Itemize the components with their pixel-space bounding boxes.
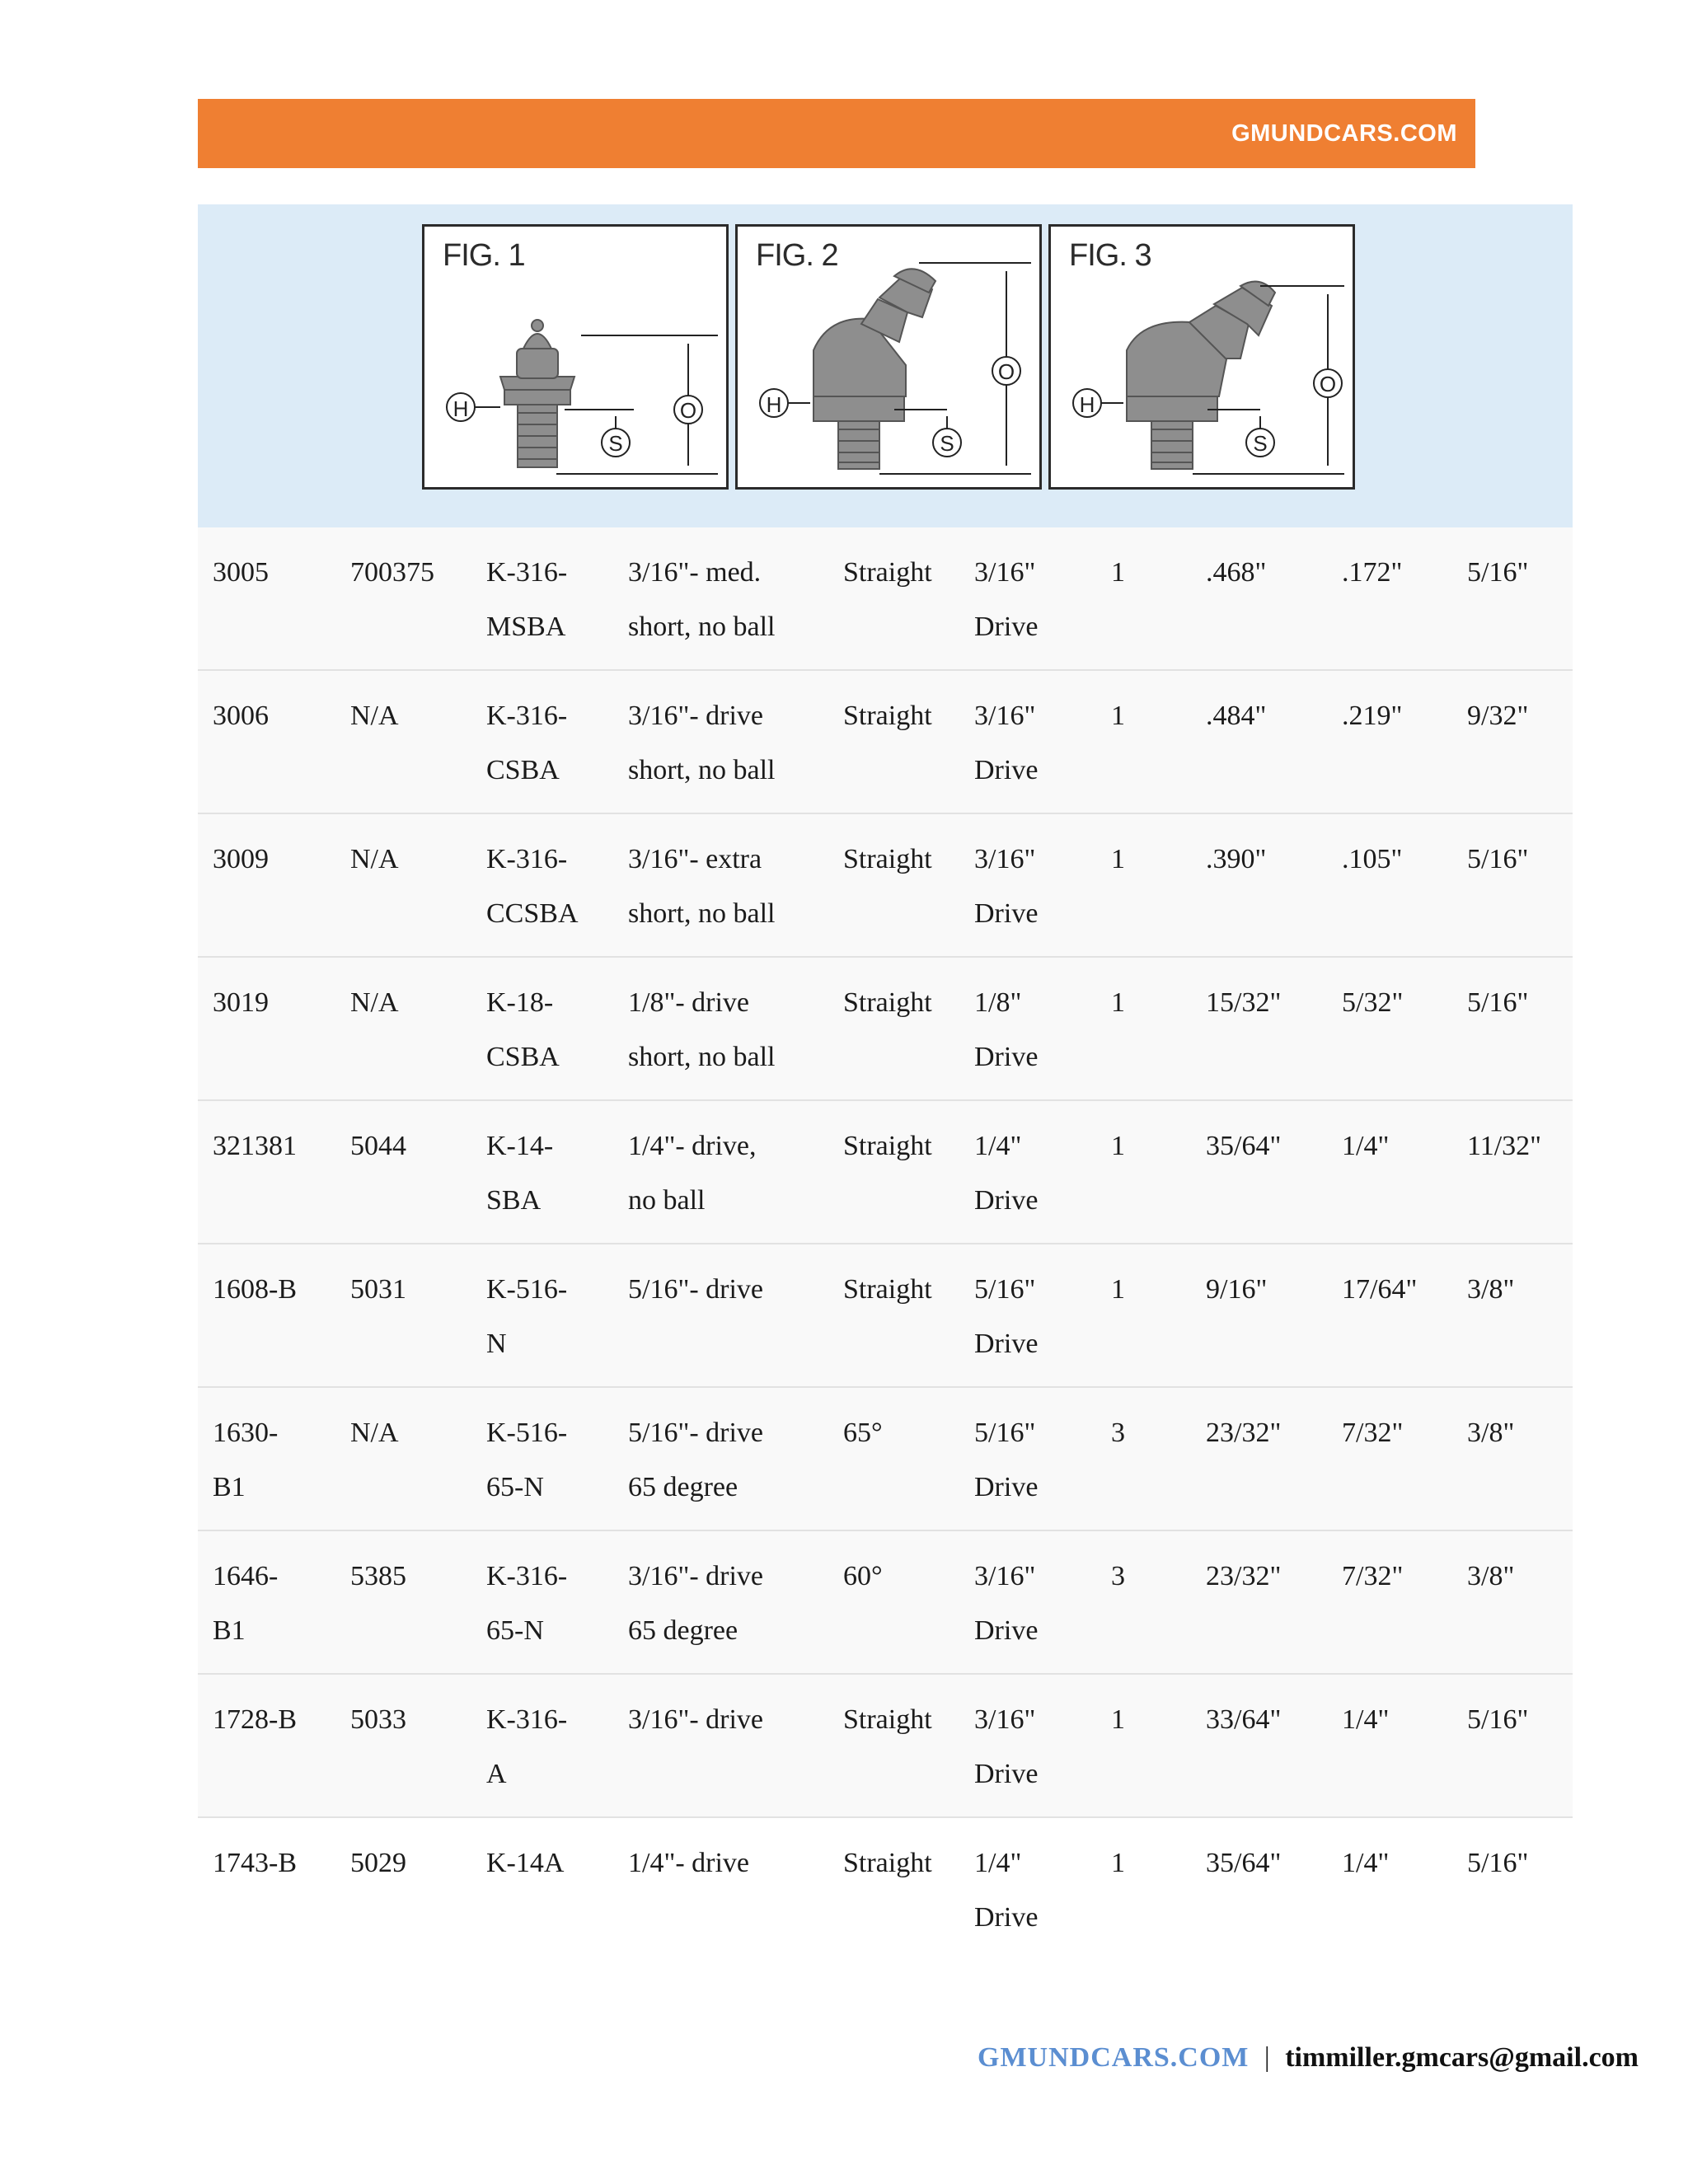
cell-text: Drive — [974, 1185, 1039, 1216]
cell-text: N/A — [350, 844, 399, 874]
cell-text: 3 — [1111, 1418, 1125, 1448]
cell-text: 1743-B — [213, 1848, 297, 1878]
figure-1-title: FIG. 1 — [443, 238, 525, 273]
cell-text: .172" — [1342, 557, 1403, 588]
header-brand: GMUNDCARS.COM — [1231, 120, 1457, 147]
cell-text: 1 — [1111, 1274, 1125, 1305]
cell-text: Straight — [843, 1274, 932, 1305]
cell-text: .390" — [1206, 844, 1267, 874]
table-cell — [843, 1836, 967, 1891]
table-row — [198, 1101, 1573, 1244]
footer-email[interactable]: timmiller.gmcars@gmail.com — [1285, 2042, 1639, 2073]
cell-text: 5033 — [350, 1704, 406, 1735]
cell-text: K-316- — [486, 557, 568, 588]
table-cell — [843, 976, 967, 1030]
table-cell — [628, 832, 834, 941]
cell-text: 15/32" — [1206, 987, 1282, 1018]
cell-text: 3/16" — [974, 1704, 1036, 1735]
cell-text: N/A — [350, 987, 399, 1018]
cell-text: 65 degree — [628, 1472, 738, 1502]
cell-text: K-14A — [486, 1848, 565, 1878]
cell-text: N/A — [350, 1418, 399, 1448]
table-cell — [843, 1119, 967, 1174]
cell-text: B1 — [213, 1615, 246, 1646]
table-row — [198, 958, 1573, 1101]
table-cell — [843, 1263, 967, 1317]
cell-text: Drive — [974, 1042, 1039, 1072]
table-cell — [350, 1119, 482, 1174]
cell-text: 5/16" — [1467, 1848, 1529, 1878]
table-cell — [974, 689, 1098, 798]
shank-label: S — [1253, 431, 1268, 456]
cell-text: 60° — [843, 1561, 883, 1591]
table-cell — [974, 1263, 1098, 1371]
cell-text: .105" — [1342, 844, 1403, 874]
table-row — [198, 1244, 1573, 1388]
table-cell — [486, 1406, 626, 1515]
cell-text: Drive — [974, 612, 1039, 642]
footer — [978, 2037, 1639, 2079]
table-cell — [1206, 832, 1338, 887]
table-cell — [628, 1836, 834, 1891]
cell-text: K-316- — [486, 701, 568, 731]
table-cell — [350, 1836, 482, 1891]
table-cell — [974, 1693, 1098, 1802]
cell-text: 321381 — [213, 1131, 297, 1161]
cell-text: Straight — [843, 844, 932, 874]
cell-text: 5/32" — [1342, 987, 1404, 1018]
cell-text: Drive — [974, 1329, 1039, 1359]
table-cell — [1206, 689, 1338, 743]
shank-label: S — [608, 431, 623, 456]
table-cell — [1467, 1119, 1573, 1174]
cell-text: Straight — [843, 1704, 932, 1735]
table-cell — [350, 832, 482, 887]
cell-text: 65° — [843, 1418, 883, 1448]
cell-text: 5031 — [350, 1274, 406, 1305]
cell-text: 3/8" — [1467, 1274, 1515, 1305]
cell-text: 5/16" — [1467, 1704, 1529, 1735]
cell-text: 35/64" — [1206, 1848, 1282, 1878]
cell-text: 3019 — [213, 987, 269, 1018]
cell-text: 1/8"- drive — [628, 987, 750, 1018]
table-cell — [486, 546, 626, 654]
table-cell — [628, 1693, 834, 1747]
cell-text: 1/4" — [1342, 1131, 1390, 1161]
cell-text: 1/8" — [974, 987, 1022, 1018]
table-cell — [350, 1549, 482, 1604]
cell-text: 5/16" — [974, 1274, 1036, 1305]
table-cell — [1206, 1549, 1338, 1604]
table-cell — [843, 1406, 967, 1460]
figure-3-title: FIG. 3 — [1069, 238, 1151, 273]
table-cell — [974, 1549, 1098, 1658]
table-cell — [213, 976, 345, 1030]
cell-text: K-18- — [486, 987, 554, 1018]
table-cell — [213, 1549, 345, 1658]
table-cell — [1342, 1836, 1465, 1891]
cell-text: 1/4" — [974, 1848, 1022, 1878]
cell-text: 3/16" — [974, 1561, 1036, 1591]
table-cell — [1111, 689, 1160, 743]
table-cell — [350, 976, 482, 1030]
cell-text: short, no ball — [628, 612, 776, 642]
table-cell — [1342, 546, 1465, 600]
overall-label: O — [997, 359, 1015, 384]
cell-text: 33/64" — [1206, 1704, 1282, 1735]
cell-text: 3009 — [213, 844, 269, 874]
cell-text: 23/32" — [1206, 1418, 1282, 1448]
cell-text: 3/16" — [974, 557, 1036, 588]
cell-text: 3006 — [213, 701, 269, 731]
cell-text: CCSBA — [486, 898, 579, 929]
cell-text: N — [486, 1329, 507, 1359]
cell-text: .468" — [1206, 557, 1267, 588]
cell-text: 1/4" — [974, 1131, 1022, 1161]
table-cell — [1111, 976, 1160, 1030]
table-cell — [1342, 832, 1465, 887]
cell-text: 1630- — [213, 1418, 279, 1448]
height-label: H — [766, 392, 782, 417]
cell-text: 1608-B — [213, 1274, 297, 1305]
cell-text: N/A — [350, 701, 399, 731]
figure-band — [198, 204, 1573, 527]
cell-text: .219" — [1342, 701, 1403, 731]
cell-text: 1 — [1111, 1848, 1125, 1878]
table-cell — [1467, 689, 1573, 743]
table-cell — [350, 1693, 482, 1747]
cell-text: Straight — [843, 1131, 932, 1161]
cell-text: K-14- — [486, 1131, 554, 1161]
table-cell — [628, 1263, 834, 1317]
grease-fitting-angled-icon — [1051, 227, 1353, 487]
table-cell — [213, 1836, 345, 1891]
cell-text: 3/16"- drive — [628, 1704, 764, 1735]
table-cell — [1111, 1263, 1160, 1317]
table-cell — [1206, 1119, 1338, 1174]
footer-site-link[interactable]: GMUNDCARS.COM — [978, 2042, 1250, 2073]
table-cell — [1111, 1119, 1160, 1174]
cell-text: short, no ball — [628, 755, 776, 785]
cell-text: 5/16"- drive — [628, 1418, 764, 1448]
cell-text: Drive — [974, 1472, 1039, 1502]
table-cell — [628, 976, 834, 1085]
cell-text: 3/8" — [1467, 1561, 1515, 1591]
table-cell — [1342, 976, 1465, 1030]
table-cell — [1342, 1119, 1465, 1174]
table-cell — [1206, 1836, 1338, 1891]
cell-text: 65 degree — [628, 1615, 738, 1646]
table-cell — [486, 1836, 626, 1891]
table-cell — [1467, 1263, 1573, 1317]
cell-text: 3/8" — [1467, 1418, 1515, 1448]
cell-text: no ball — [628, 1185, 706, 1216]
table-cell — [1467, 546, 1573, 600]
table-cell — [1206, 1693, 1338, 1747]
shank-label: S — [940, 431, 954, 456]
table-cell — [1111, 1693, 1160, 1747]
cell-text: Straight — [843, 1848, 932, 1878]
footer-separator: | — [1264, 2042, 1270, 2073]
table-cell — [628, 1119, 834, 1228]
cell-text: 5/16" — [1467, 844, 1529, 874]
table-cell — [1111, 832, 1160, 887]
table-cell — [1467, 976, 1573, 1030]
cell-text: K-316- — [486, 1561, 568, 1591]
cell-text: 5/16" — [1467, 987, 1529, 1018]
overall-label: O — [1319, 372, 1337, 396]
cell-text: 5385 — [350, 1561, 406, 1591]
table-row — [198, 1675, 1573, 1818]
cell-text: 700375 — [350, 557, 434, 588]
cell-text: 1 — [1111, 701, 1125, 731]
table-cell — [1111, 1836, 1160, 1891]
table-cell — [486, 1119, 626, 1228]
cell-text: CSBA — [486, 755, 560, 785]
cell-text: 1 — [1111, 1131, 1125, 1161]
table-cell — [1467, 1836, 1573, 1891]
table-cell — [843, 832, 967, 887]
table-cell — [213, 1406, 345, 1515]
table-cell — [1206, 976, 1338, 1030]
cell-text: .484" — [1206, 701, 1267, 731]
cell-text: 5/16"- drive — [628, 1274, 764, 1305]
table-cell — [974, 1836, 1098, 1945]
header-bar — [198, 99, 1475, 168]
cell-text: 3 — [1111, 1561, 1125, 1591]
cell-text: 7/32" — [1342, 1561, 1404, 1591]
cell-text: 1/4" — [1342, 1848, 1390, 1878]
cell-text: 1/4"- drive — [628, 1848, 750, 1878]
table-cell — [213, 1693, 345, 1747]
table-cell — [213, 689, 345, 743]
cell-text: 3/16"- med. — [628, 557, 762, 588]
table-cell — [350, 546, 482, 600]
table-cell — [213, 1263, 345, 1317]
cell-text: short, no ball — [628, 898, 776, 929]
table-cell — [1467, 1549, 1573, 1604]
table-cell — [1342, 1693, 1465, 1747]
table-cell — [843, 1549, 967, 1604]
cell-text: SBA — [486, 1185, 542, 1216]
table-cell — [1206, 1406, 1338, 1460]
cell-text: 9/16" — [1206, 1274, 1268, 1305]
table-row — [198, 527, 1573, 671]
cell-text: K-316- — [486, 844, 568, 874]
table-cell — [1467, 832, 1573, 887]
table-cell — [974, 1406, 1098, 1515]
cell-text: Straight — [843, 987, 932, 1018]
cell-text: 1728-B — [213, 1704, 297, 1735]
table-cell — [486, 1263, 626, 1371]
grease-fitting-straight-icon — [424, 227, 726, 487]
cell-text: 3005 — [213, 557, 269, 588]
cell-text: 1 — [1111, 844, 1125, 874]
cell-text: 17/64" — [1342, 1274, 1418, 1305]
table-row — [198, 1531, 1573, 1675]
cell-text: short, no ball — [628, 1042, 776, 1072]
cell-text: B1 — [213, 1472, 246, 1502]
table-cell — [486, 689, 626, 798]
table-row — [198, 1388, 1573, 1531]
table-cell — [213, 546, 345, 600]
cell-text: K-516- — [486, 1418, 568, 1448]
figure-2-panel — [735, 224, 1042, 490]
table-cell — [628, 689, 834, 798]
cell-text: Drive — [974, 1902, 1039, 1933]
table-cell — [350, 1406, 482, 1460]
cell-text: 3/16"- drive — [628, 701, 764, 731]
cell-text: K-516- — [486, 1274, 568, 1305]
table-cell — [486, 832, 626, 941]
cell-text: 3/16"- drive — [628, 1561, 764, 1591]
table-cell — [1342, 689, 1465, 743]
cell-text: Drive — [974, 1759, 1039, 1789]
cell-text: 9/32" — [1467, 701, 1529, 731]
table-cell — [1206, 1263, 1338, 1317]
table-cell — [1111, 546, 1160, 600]
table-cell — [1206, 546, 1338, 600]
cell-text: 1 — [1111, 557, 1125, 588]
cell-text: MSBA — [486, 612, 566, 642]
table-cell — [974, 546, 1098, 654]
cell-text: 5029 — [350, 1848, 406, 1878]
cell-text: 65-N — [486, 1615, 544, 1646]
figure-2-title: FIG. 2 — [756, 238, 838, 273]
height-label: H — [452, 396, 469, 421]
table-cell — [350, 689, 482, 743]
cell-text: K-316- — [486, 1704, 568, 1735]
cell-text: 1/4"- drive, — [628, 1131, 757, 1161]
table-cell — [1342, 1406, 1465, 1460]
table-cell — [213, 832, 345, 887]
table-cell — [486, 1549, 626, 1658]
table-cell — [486, 976, 626, 1085]
table-row — [198, 671, 1573, 814]
cell-text: 3/16" — [974, 844, 1036, 874]
cell-text: Straight — [843, 557, 932, 588]
table-cell — [628, 1549, 834, 1658]
cell-text: CSBA — [486, 1042, 560, 1072]
cell-text: 3/16" — [974, 701, 1036, 731]
table-row — [198, 1818, 1573, 1960]
cell-text: 7/32" — [1342, 1418, 1404, 1448]
table-cell — [1467, 1406, 1573, 1460]
table-row — [198, 814, 1573, 958]
table-cell — [974, 832, 1098, 941]
cell-text: 1646- — [213, 1561, 279, 1591]
table-cell — [843, 689, 967, 743]
cell-text: 5/16" — [1467, 557, 1529, 588]
table-cell — [213, 1119, 345, 1174]
cell-text: Drive — [974, 898, 1039, 929]
table-cell — [628, 1406, 834, 1515]
table-cell — [974, 1119, 1098, 1228]
cell-text: 11/32" — [1467, 1131, 1542, 1161]
cell-text: 23/32" — [1206, 1561, 1282, 1591]
table-cell — [843, 1693, 967, 1747]
cell-text: A — [486, 1759, 507, 1789]
table-cell — [1111, 1406, 1160, 1460]
cell-text: Drive — [974, 755, 1039, 785]
table-cell — [628, 546, 834, 654]
cell-text: 1 — [1111, 1704, 1125, 1735]
table-cell — [1467, 1693, 1573, 1747]
cell-text: 5044 — [350, 1131, 406, 1161]
cell-text: 1/4" — [1342, 1704, 1390, 1735]
cell-text: 35/64" — [1206, 1131, 1282, 1161]
figure-3-panel — [1048, 224, 1355, 490]
cell-text: 65-N — [486, 1472, 544, 1502]
table-cell — [1342, 1549, 1465, 1604]
table-cell — [350, 1263, 482, 1317]
cell-text: Straight — [843, 701, 932, 731]
table-cell — [1111, 1549, 1160, 1604]
table-cell — [974, 976, 1098, 1085]
cell-text: Drive — [974, 1615, 1039, 1646]
overall-label: O — [679, 398, 697, 423]
height-label: H — [1079, 392, 1095, 417]
table-cell — [486, 1693, 626, 1802]
table-cell — [843, 546, 967, 600]
cell-text: 1 — [1111, 987, 1125, 1018]
figure-1-panel — [422, 224, 729, 490]
table-cell — [1342, 1263, 1465, 1317]
fittings-table — [198, 527, 1573, 1960]
cell-text: 5/16" — [974, 1418, 1036, 1448]
cell-text: 3/16"- extra — [628, 844, 762, 874]
grease-fitting-angled-icon — [738, 227, 1039, 487]
